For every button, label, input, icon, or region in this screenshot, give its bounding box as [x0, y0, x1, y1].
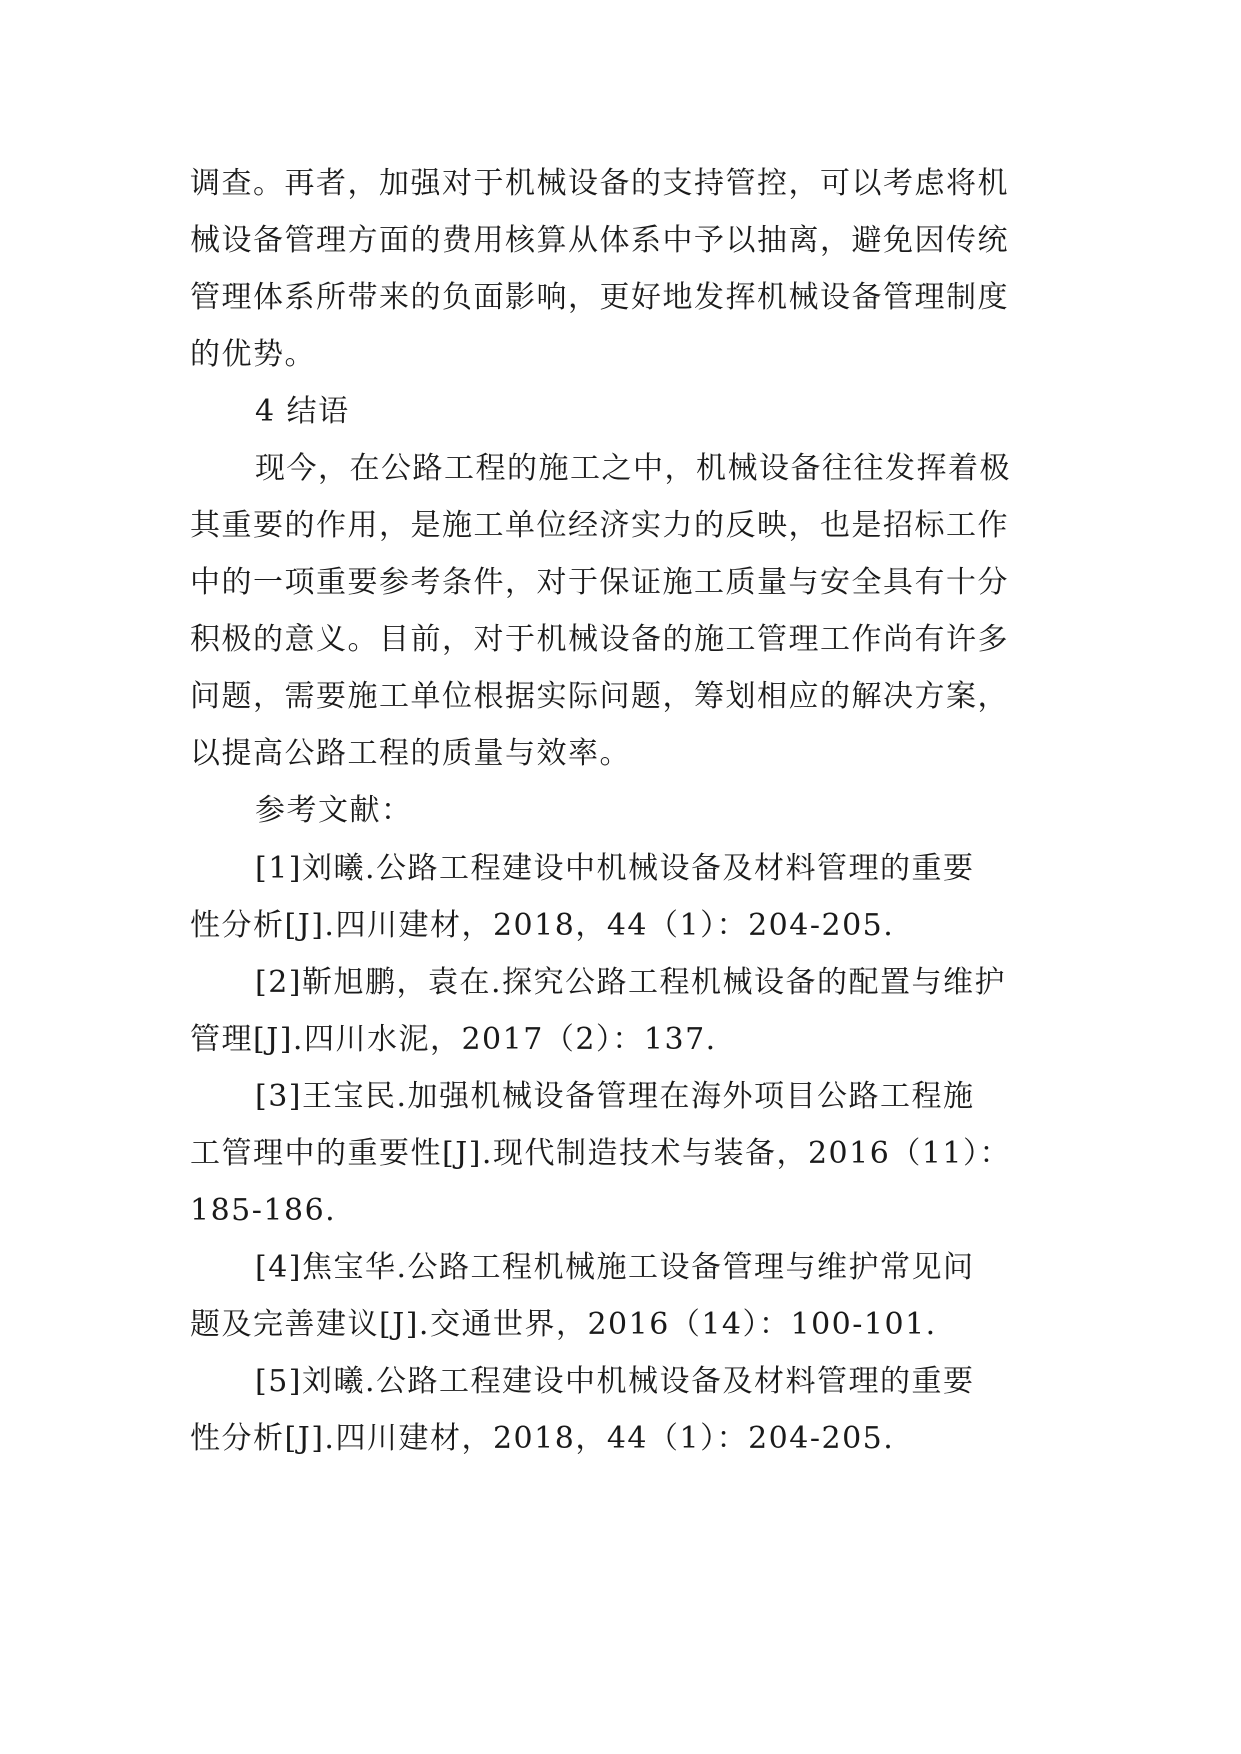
paragraph-line: 以提高公路工程的质量与效率。: [190, 736, 631, 771]
reference-line: 题及完善建议[J].交通世界，2016（14）：100-101.: [190, 1307, 937, 1342]
reference-line: [2]靳旭鹏，袁在.探究公路工程机械设备的配置与维护: [255, 965, 1007, 1000]
section-heading: 4 结语: [255, 394, 350, 429]
paragraph-line: 械设备管理方面的费用核算从体系中予以抽离，避免因传统: [190, 223, 1009, 258]
reference-line: 性分析[J].四川建材，2018，44（1）：204-205.: [190, 908, 895, 943]
reference-line: 工管理中的重要性[J].现代制造技术与装备，2016（11）：: [190, 1136, 1011, 1171]
references-heading: 参考文献：: [255, 793, 413, 828]
paragraph-line: 问题，需要施工单位根据实际问题，筹划相应的解决方案，: [190, 679, 1009, 714]
paragraph-line: 调查。再者，加强对于机械设备的支持管控，可以考虑将机: [190, 166, 1009, 201]
paragraph-line: 中的一项重要参考条件，对于保证施工质量与安全具有十分: [190, 565, 1009, 600]
paragraph-line: 其重要的作用，是施工单位经济实力的反映，也是招标工作: [190, 508, 1009, 543]
reference-line: 性分析[J].四川建材，2018，44（1）：204-205.: [190, 1421, 895, 1456]
paragraph-line: 的优势。: [190, 337, 316, 372]
paragraph-line: 管理体系所带来的负面影响，更好地发挥机械设备管理制度: [190, 280, 1009, 315]
reference-line: 管理[J].四川水泥，2017（2）：137.: [190, 1022, 717, 1057]
paragraph-line: 积极的意义。目前，对于机械设备的施工管理工作尚有许多: [190, 622, 1009, 657]
reference-line: [4]焦宝华.公路工程机械施工设备管理与维护常见问: [255, 1250, 975, 1285]
reference-line: 185-186.: [190, 1193, 337, 1228]
paragraph-line: 现今，在公路工程的施工之中，机械设备往往发挥着极: [255, 451, 1011, 486]
reference-line: [5]刘曦.公路工程建设中机械设备及材料管理的重要: [255, 1364, 975, 1399]
reference-line: [3]王宝民.加强机械设备管理在海外项目公路工程施: [255, 1079, 975, 1114]
reference-line: [1]刘曦.公路工程建设中机械设备及材料管理的重要: [255, 851, 975, 886]
